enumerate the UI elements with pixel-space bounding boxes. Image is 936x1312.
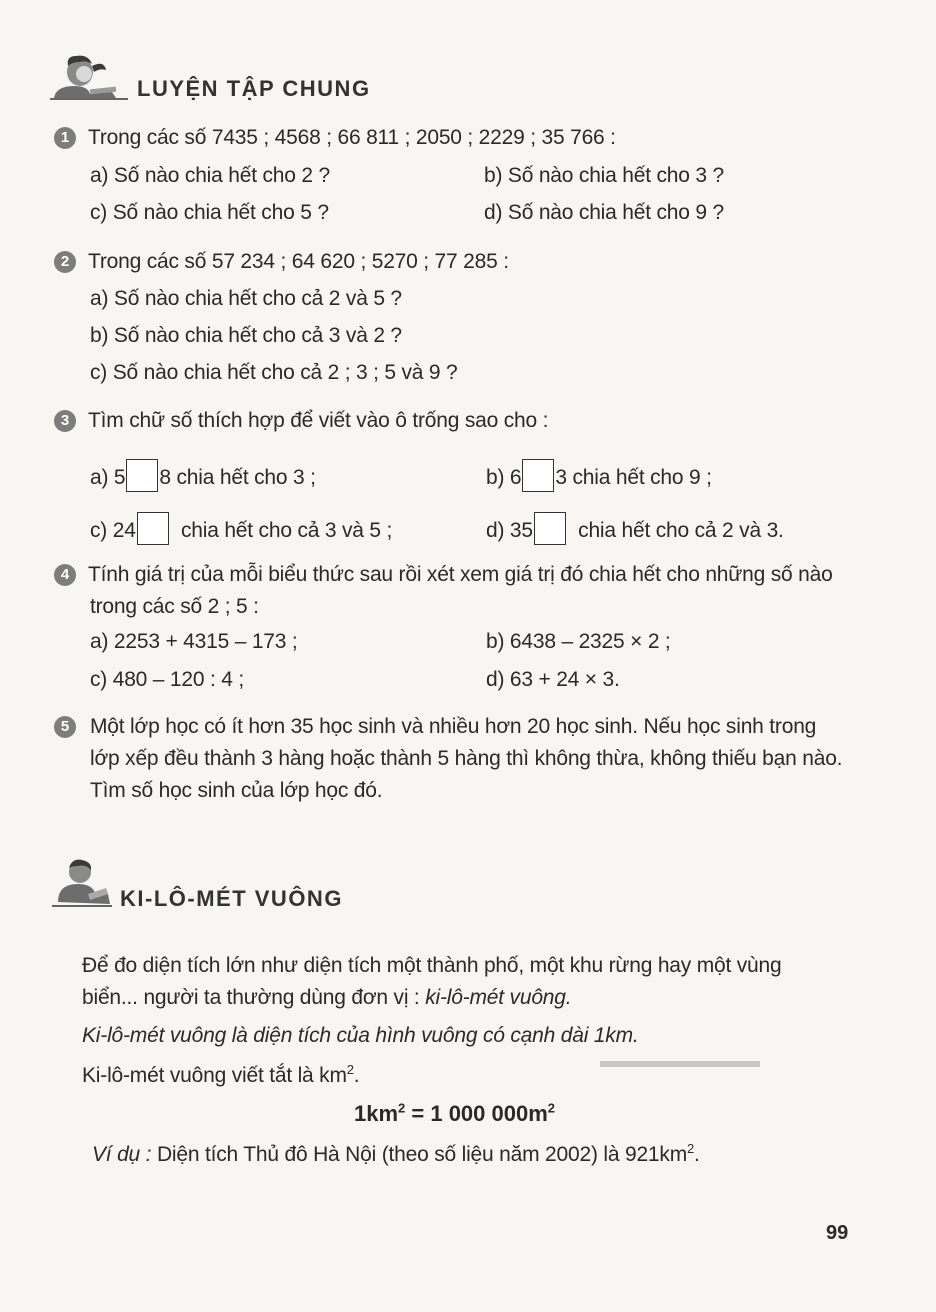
formula-right: = 1 000 000m bbox=[405, 1101, 548, 1126]
exercise-3d-suffix: chia hết cho cả 2 và 3. bbox=[578, 519, 784, 542]
exercise-3a bbox=[90, 459, 316, 492]
exercise-3a-suffix: 8 chia hết cho 3 ; bbox=[159, 466, 316, 489]
exercise-2b: b) Số nào chia hết cho cả 3 và 2 ? bbox=[90, 324, 402, 347]
intro-line2-term: ki-lô-mét vuông. bbox=[425, 986, 572, 1009]
formula-sup-left: 2 bbox=[398, 1100, 406, 1116]
example-sup: 2 bbox=[687, 1141, 695, 1156]
answer-box-3d[interactable] bbox=[534, 512, 566, 545]
answer-box-3b[interactable] bbox=[522, 459, 554, 492]
exercise-5-badge: 5 bbox=[54, 716, 76, 738]
exercise-1-prompt: Trong các số 7435 ; 4568 ; 66 811 ; 2050 ; 2229 ; 35 766 : bbox=[88, 126, 616, 149]
exercise-4c: c) 480 – 120 : 4 ; bbox=[90, 668, 245, 691]
student-reading-icon bbox=[50, 858, 112, 910]
exercise-2c: c) Số nào chia hết cho cả 2 ; 3 ; 5 và 9 ? bbox=[90, 361, 458, 384]
exercise-3c bbox=[90, 512, 392, 545]
exercise-2a: a) Số nào chia hết cho cả 2 và 5 ? bbox=[90, 287, 402, 310]
conversion-formula bbox=[354, 1101, 555, 1127]
abbreviation-main: Ki-lô-mét vuông viết tắt là km bbox=[82, 1064, 347, 1087]
exercise-4d: d) 63 + 24 × 3. bbox=[486, 668, 620, 691]
abbreviation-text bbox=[82, 1062, 359, 1090]
exercise-3d-prefix: d) 35 bbox=[486, 519, 533, 542]
exercise-3c-prefix: c) 24 bbox=[90, 519, 136, 542]
section-title-ki-lo-met-vuong: KI-LÔ-MÉT VUÔNG bbox=[120, 886, 343, 911]
exercise-4a: a) 2253 + 4315 – 173 ; bbox=[90, 630, 298, 653]
exercise-5-line2: lớp xếp đều thành 3 hàng hoặc thành 5 hàng thì không thừa, không thiếu bạn nào. bbox=[90, 747, 843, 770]
exercise-1-badge: 1 bbox=[54, 127, 76, 149]
exercise-4-prompt-line2: trong các số 2 ; 5 : bbox=[90, 595, 259, 618]
example-end: . bbox=[694, 1143, 700, 1166]
exercise-3b-suffix: 3 chia hết cho 9 ; bbox=[555, 466, 712, 489]
formula-left: 1km bbox=[354, 1101, 399, 1126]
exercise-4-prompt-line1: Tính giá trị của mỗi biểu thức sau rồi xét xem giá trị đó chia hết cho những số nào bbox=[88, 563, 833, 586]
exercise-3-prompt: Tìm chữ số thích hợp để viết vào ô trống sao cho : bbox=[88, 409, 549, 432]
section-title-luyen-tap-chung: LUYỆN TẬP CHUNG bbox=[137, 76, 371, 101]
exercise-2-badge: 2 bbox=[54, 251, 76, 273]
exercise-4b: b) 6438 – 2325 × 2 ; bbox=[486, 630, 671, 653]
page-number: 99 bbox=[826, 1222, 849, 1244]
exercise-3d bbox=[486, 512, 784, 545]
abbreviation-sup: 2 bbox=[346, 1062, 354, 1077]
intro-line1: Để đo diện tích lớn như diện tích một thành phố, một khu rừng hay một vùng bbox=[82, 954, 782, 977]
answer-box-3c[interactable] bbox=[137, 512, 169, 545]
exercise-3b-prefix: b) 6 bbox=[486, 466, 522, 489]
example-body: Diện tích Thủ đô Hà Nội (theo số liệu năm 2002) là 921km bbox=[151, 1143, 687, 1166]
answer-box-3a[interactable] bbox=[126, 459, 158, 492]
exercise-4-badge: 4 bbox=[54, 564, 76, 586]
formula-sup-right: 2 bbox=[547, 1100, 556, 1116]
exercise-3-badge: 3 bbox=[54, 410, 76, 432]
example-text bbox=[92, 1141, 700, 1169]
exercise-1c: c) Số nào chia hết cho 5 ? bbox=[90, 201, 329, 224]
exercise-3c-suffix: chia hết cho cả 3 và 5 ; bbox=[180, 519, 393, 542]
exercise-1d: d) Số nào chia hết cho 9 ? bbox=[484, 201, 724, 224]
intro-line2 bbox=[82, 984, 571, 1012]
exercise-2-prompt: Trong các số 57 234 ; 64 620 ; 5270 ; 77 285 : bbox=[88, 250, 509, 273]
definition-text: Ki-lô-mét vuông là diện tích của hình vuông có cạnh dài 1km. bbox=[82, 1024, 639, 1047]
exercise-1b: b) Số nào chia hết cho 3 ? bbox=[484, 164, 724, 187]
intro-line2-text: biển... người ta thường dùng đơn vị : bbox=[82, 986, 426, 1009]
exercise-3a-prefix: a) 5 bbox=[90, 466, 126, 489]
exercise-5-line3: Tìm số học sinh của lớp học đó. bbox=[90, 779, 383, 802]
exercise-3b bbox=[486, 459, 712, 492]
example-label: Ví dụ : bbox=[92, 1143, 152, 1166]
exercise-1a: a) Số nào chia hết cho 2 ? bbox=[90, 164, 330, 187]
girl-reading-icon bbox=[46, 52, 128, 102]
exercise-5-line1: Một lớp học có ít hơn 35 học sinh và nhiều hơn 20 học sinh. Nếu học sinh trong bbox=[90, 715, 817, 738]
bleed-through-decoration: ▬▬▬▬▬▬▬▬ bbox=[600, 1050, 760, 1072]
abbreviation-end: . bbox=[353, 1064, 360, 1087]
